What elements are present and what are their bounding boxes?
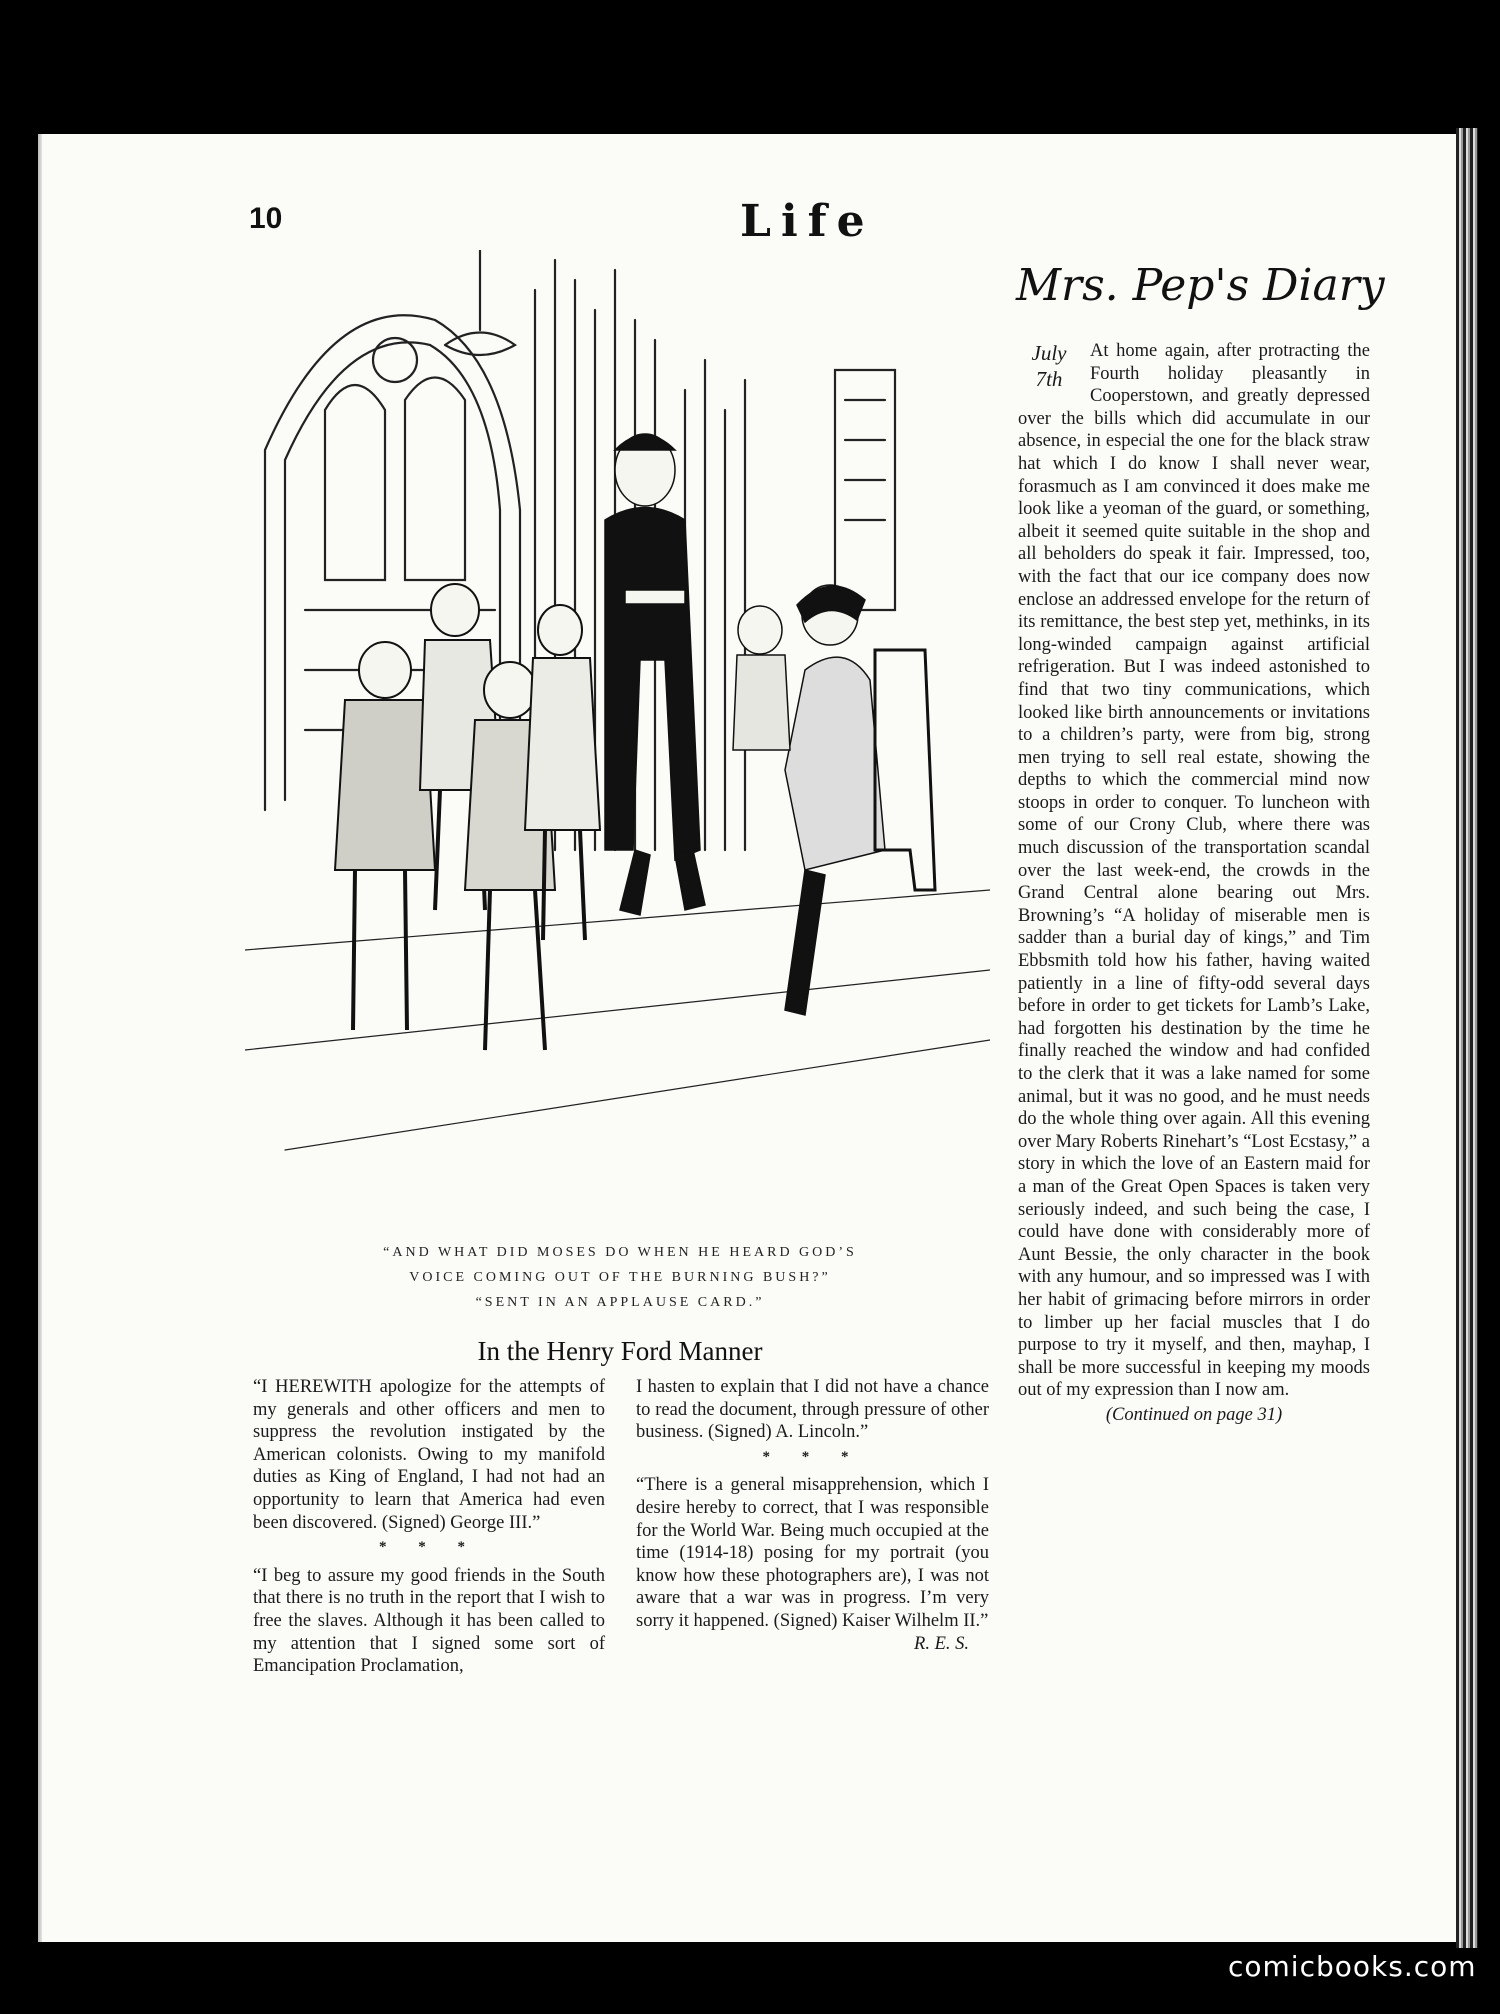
diary-date [1018, 340, 1080, 392]
diary-date-day: 7th [1035, 367, 1063, 391]
article-paragraph: “I beg to assure my good friends in the South that there is no truth in the report that I wish to free the slaves. Although it has been called to my attention that I signed some sort of Emancipation Proclamation, [253, 1565, 605, 1677]
section-divider: * * * [379, 1539, 479, 1556]
caption-line: “AND WHAT DID MOSES DO WHEN HE HEARD GOD’S [383, 1245, 857, 1260]
article-column-left [253, 1376, 605, 1678]
site-watermark: comicbooks.com [1228, 1950, 1477, 1983]
church-illustration [245, 250, 990, 1160]
masthead-title: Life [740, 196, 875, 247]
diary-column [1018, 340, 1370, 1427]
article-paragraph: “I HEREWITH apologize for the attempts of my generals and other officers and men to suppress the revolution instigated by the American colonists. Owing to my manifold duties as King of England, I had not had an opportunity to learn that America had even been discovered. (Signed) George III.” [253, 1377, 605, 1533]
page-edge-right [1456, 128, 1478, 1948]
article-title: In the Henry Ford Manner [477, 1336, 763, 1366]
diary-title: Mrs. Pep's Diary [1016, 260, 1385, 311]
diary-date-month: July [1031, 341, 1067, 365]
article-paragraph: I hasten to explain that I did not have a chance to read the document, through pressure of other business. (Signed) A. Lincoln.” [636, 1377, 989, 1443]
author-initials: R. E. S. [914, 1633, 969, 1654]
diary-entry: At home again, after protracting the Fourth holiday pleasantly in Cooperstown, and greatly depressed over the bills which did accumulate in our absence, in especial the one for the black straw hat which I do know I shall never wear, forasmuch as I am convinced it does make me look like a yeoman of the guard, or something, albeit it seemed quite suitable in the shop and all beholders do speak it fair. Impressed, too, with the fact that our ice company does now enclose an addressed envelope for the return of its remittance, the best step yet, methinks, in its long-winded campaign against artificial refrigeration. But I was indeed astonished to find that two tiny communications, which looked like birth announcements or invitations to a children’s party, were from big, strong men trying to sell real estate, showing the depths to which the commercial mind now stoops in order to conquer. To luncheon with some of our Crony Club, where there was much discussion of the transportation scandal over the last week-end, the crowds in the Grand Central alone bearing out Mrs. Browning’s “A holiday of miserable men is sadder than a burial day of kings,” and Tim Ebbsmith told how his father, having waited patiently in a line of fifty-odd several days before in order to get tickets for Lamb’s Lake, had forgotten his destination by the time he finally reached the window and had confided to the clerk that it was a lake named for some animal, but it was no good, and he must needs do the whole thing over again. All this evening over Mary Roberts Rinehart’s “Lost Ecstasy,” a story in which the love of an Eastern maid for a man of the Great Open Spaces is taken very seriously indeed, and such being the case, I could have done with considerably more of Aunt Bessie, the only character in the book with any humour, and so impressed was I with her habit of grimacing before mirrors in order to limber up her facial muscles that I do purpose to try it myself, and then, mayhap, I shall be more successful in keeping my moods out of my expression than I now am. [1018, 341, 1370, 1401]
article-paragraph: “There is a general misapprehension, which I desire hereby to correct, that I was responsible for the World War. Being much occupied at the time (1914-18) posing for my portrait (you know how these photographers are), I was not aware that a war was in progress. I’m very sorry it happened. (Signed) Kaiser Wilhelm II.” [636, 1475, 989, 1631]
caption-line: “SENT IN AN APPLAUSE CARD.” [475, 1295, 765, 1310]
caption-line: VOICE COMING OUT OF THE BURNING BUSH?” [409, 1270, 831, 1285]
page-number: 10 [249, 202, 283, 235]
illustration-caption [250, 1240, 990, 1315]
article-column-right [636, 1376, 989, 1655]
continued-note: (Continued on page 31) [1105, 1404, 1283, 1425]
section-divider: * * * [762, 1448, 863, 1465]
